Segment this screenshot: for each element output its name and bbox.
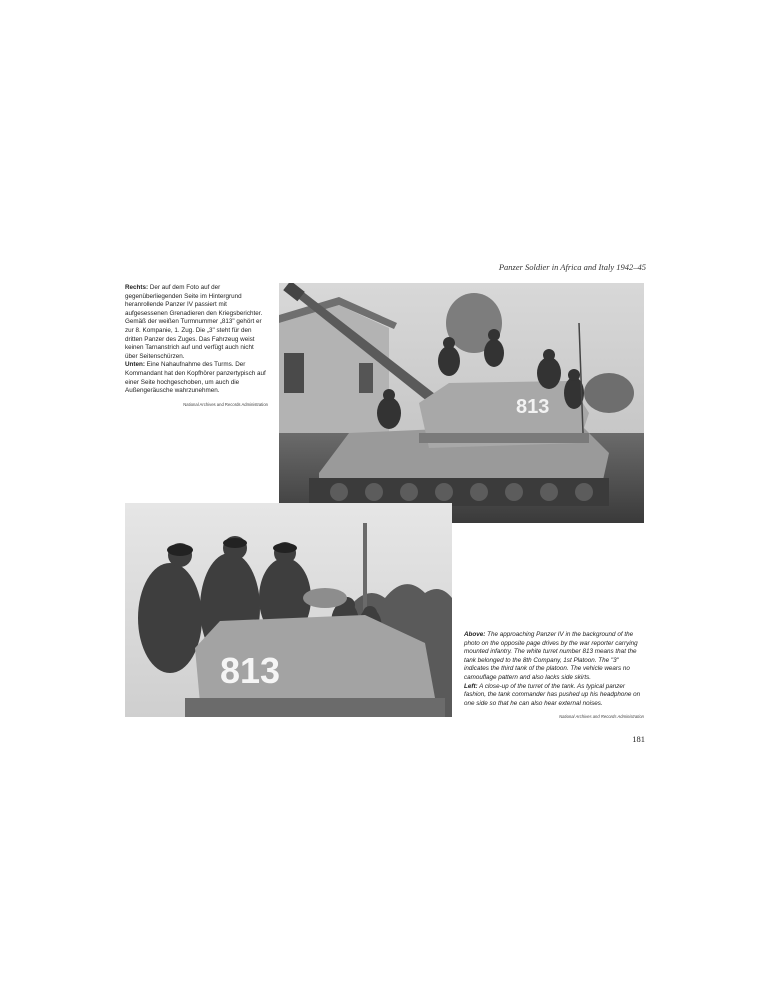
caption-above-text: The approaching Panzer IV in the background of the photo on the opposite page drives by the war reporter carrying mounted infantry. The white turret number 813 means that the tank belonged to the 8th Company, 1st Platoon. The "3" indicates the third tank of the platoon. The vehicle wears no camouflage pattern and also lacks side skirts. <box>464 631 638 681</box>
photo-top-image <box>279 283 644 523</box>
caption-left <box>464 683 644 709</box>
photo-bottom-image <box>125 503 452 717</box>
photo-credit-german: National Archives and Records Administration <box>183 401 268 407</box>
turret-number-top: 813 <box>516 396 550 418</box>
caption-left-text: A close-up of the turret of the tank. As typical panzer fashion, the tank commander has pushed up his headphone on one side so that he can also hear external noises. <box>464 682 641 707</box>
caption-unten-text: Eine Nahaufnahme des Turms. Der Kommandant hat den Kopfhörer panzertypisch auf einer Seite hochgeschoben, um auch die Außengeräusche wahrzunehmen. <box>125 361 266 395</box>
caption-unten-lead: Unten: <box>125 361 145 369</box>
caption-english <box>464 631 644 722</box>
caption-above-lead: Above: <box>464 631 486 638</box>
caption-above <box>464 631 644 683</box>
turret-number-bottom: 813 <box>220 650 281 691</box>
running-head: Panzer Soldier in Africa and Italy 1942–45 <box>498 262 646 272</box>
caption-left-lead: Left: <box>464 682 478 690</box>
caption-rechts <box>125 284 268 361</box>
photo-turret-closeup <box>125 503 452 717</box>
photo-credit-english: National Archives and Records Administration <box>559 714 644 720</box>
page-number: 181 <box>632 734 645 744</box>
caption-rechts-text: Der auf dem Foto auf der gegenüberliegenden Seite im Hintergrund heranrollende Panzer IV passiert mit aufgesessenen Grenadieren den Kriegsberichter. Gemäß der weißen Turmnummer „813" gehört er zur 8. Kompanie, 1. Zug. Die „3" steht für den dritten Panzer des Zuges. Das Fahrzeug weist keinen Tarnanstrich auf und verfügt auch nicht über Seitenschürzen. <box>125 284 263 360</box>
caption-rechts-lead: Rechts: <box>125 284 149 291</box>
caption-german <box>125 284 268 409</box>
caption-unten <box>125 361 268 395</box>
photo-panzer-iv-approaching <box>279 283 644 523</box>
